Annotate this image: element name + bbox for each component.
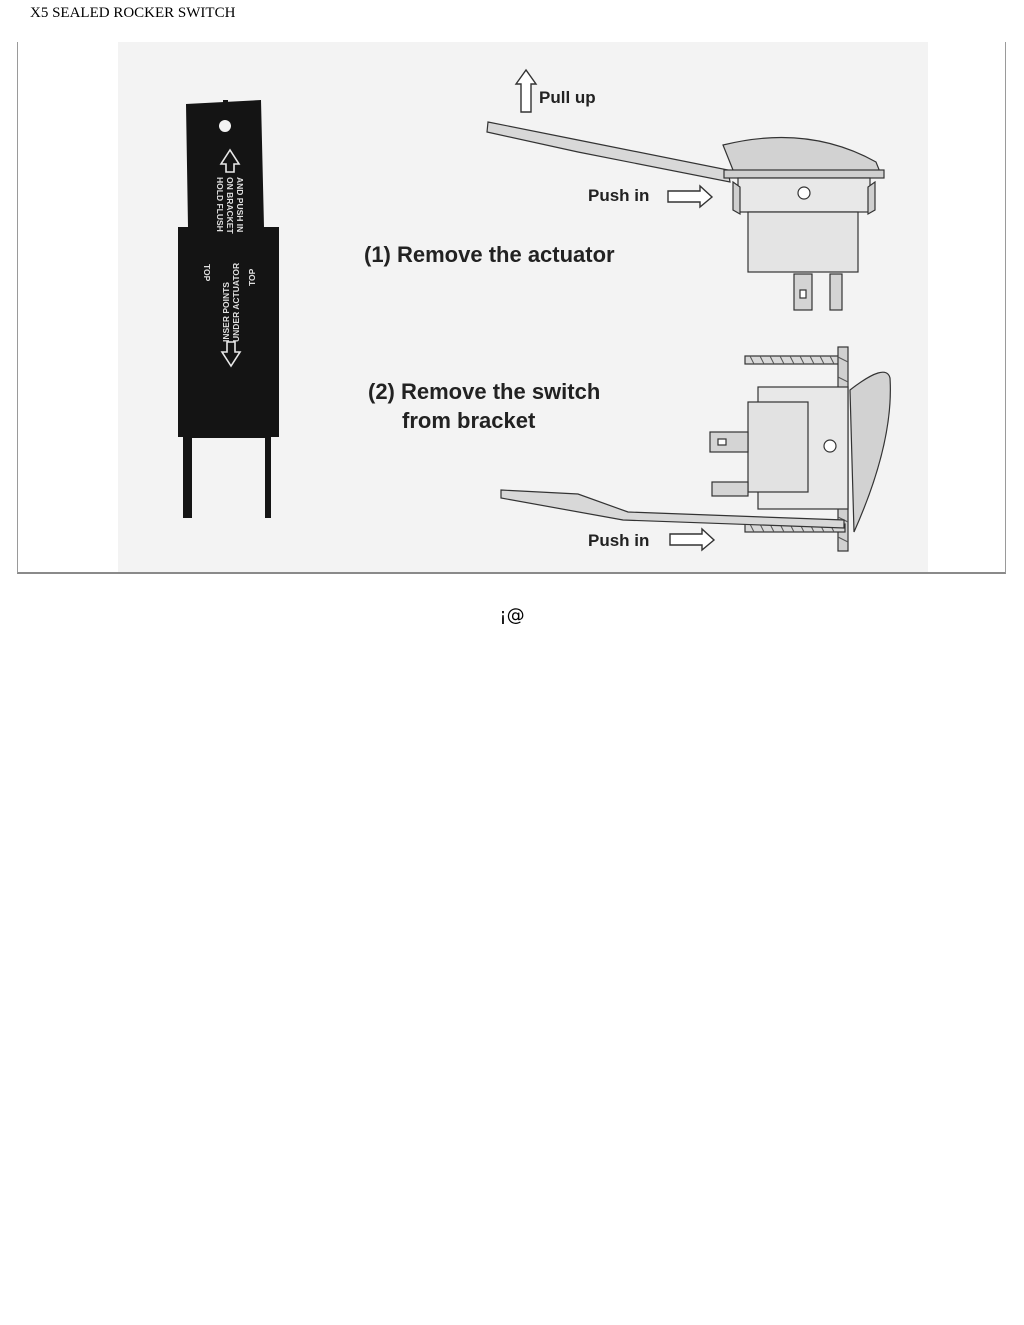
pull-up-arrow-icon	[516, 70, 536, 112]
removal-tool-illustration	[178, 100, 279, 518]
tool-text-instruction-2: ON BRACKET	[225, 177, 235, 234]
tool-text-top-right: TOP	[247, 268, 257, 286]
tool-text-insert-2: UNDER ACTUATOR	[231, 262, 241, 342]
step-2-label-line-1: (2) Remove the switch	[368, 379, 601, 404]
push-in-label-1: Push in	[588, 186, 650, 205]
page-title: X5 SEALED ROCKER SWITCH	[30, 5, 236, 21]
switch-illustration-1	[487, 122, 884, 310]
push-in-arrow-icon-1	[668, 186, 712, 207]
step-2-label-line-2: from bracket	[402, 408, 536, 433]
push-in-arrow-icon-2	[670, 529, 714, 550]
tool-text-instruction-1: HOLD FLUSH	[215, 177, 225, 232]
figure-caption: ¡@	[499, 605, 525, 626]
tool-text-insert-1: INSER POINTS	[221, 282, 231, 342]
tool-text-instruction-3: AND PUSH IN	[235, 177, 245, 233]
instruction-figure	[17, 42, 1006, 574]
step-1-label: (1) Remove the actuator	[364, 242, 615, 267]
push-in-label-2: Push in	[588, 531, 650, 550]
pull-up-label: Pull up	[539, 88, 596, 107]
instruction-drawing	[18, 42, 1007, 574]
tool-text-top-left: TOP	[202, 264, 212, 282]
switch-illustration-2	[501, 347, 890, 551]
